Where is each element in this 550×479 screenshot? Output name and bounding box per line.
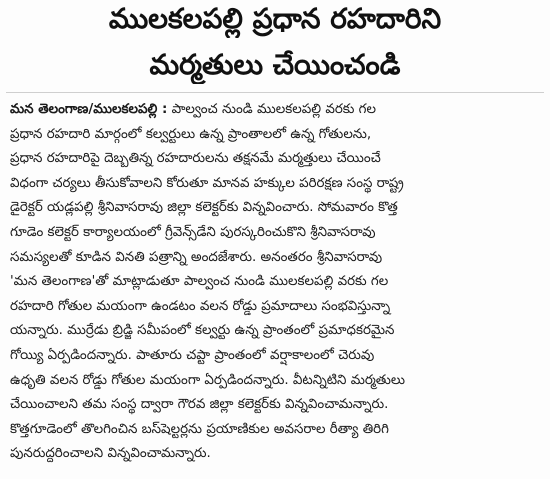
article-line-12: ఉధృతి వలన రోడ్డు గోతుల మయంగా ఏర్పడిందన్నారు. వీటన్నిటిని మర్మతులు: [10, 372, 405, 388]
article-line-8: 'మన తెలంగాణ'తో మాట్లాడుతూ పాల్వంచ నుండి ములకలపల్లి వరకు గల: [10, 274, 389, 290]
article-line-9: రహదారి గోతుల మయంగా ఉండటం వలన రోడ్డు ప్రమాదాలు సంభవిస్తున్నా: [10, 298, 391, 314]
article-line-4: విధంగా చర్యలు తీసుకోవాలని కోరుతూ మానవ హక్కుల పరిరక్షణ సంస్థ రాష్ట్ర: [10, 175, 404, 191]
article-line-1: [10, 98, 542, 123]
article-body: [10, 98, 542, 467]
headline-divider: [6, 92, 544, 93]
headline-line-1: ములకలపల్లి ప్రధాన రహదారిని: [108, 2, 442, 35]
article-line-7: సమస్యలతో కూడిన వినతి పత్రాన్ని అందజేశారు. అనంతరం శ్రీనివాసరావు: [10, 249, 383, 265]
article-line-11: గోయ్యి ఏర్పడిందన్నారు. పాతూరు చప్టా ప్రాంతంలో వర్షాకాలంలో చెరువు: [10, 347, 375, 363]
article-line-15: పునరుద్దరించాలని విన్నవించామన్నారు.: [10, 446, 211, 462]
dateline: మన తెలంగాణ/ములకలపల్లి :: [10, 102, 168, 117]
headline-line-2: మర్మతులు చేయించండి: [149, 48, 401, 81]
article-line-13: చేయించాలని తమ సంస్థ ద్వారా గౌరవ జిల్లా కలెక్టర్‌కు విన్నవించామన్నారు.: [10, 397, 389, 413]
article-line-5: డైరెక్టర్ యడ్లపల్లి శ్రీనివాసరావు జిల్లా కలెక్టర్‌కు విన్నవించారు. సోమవారం కొత్త: [10, 200, 398, 216]
article-line-6: గూడెం కలెక్టర్ కార్యాలయంలో గ్రీవెన్స్‌డేని పురస్కరించుకొని శ్రీనివాసరావు: [10, 224, 376, 240]
article-line-1-text: పాల్వంచ నుండి ములకలపల్లి వరకు గల: [167, 102, 376, 117]
article-line-14: కొత్తగూడెంలో తొలగించిన బస్‌షెల్టర్లను ప్రయాణికుల అవసరాల రీత్యా తిరిగి: [10, 421, 389, 437]
article-line-10: యన్నారు. ముర్రేడు బ్రిడ్జి సమీపంలో కల్వర్టు ఉన్న ప్రాంతంలో ప్రమాధకరమైన: [10, 323, 395, 339]
article-line-3: ప్రధాన రహదారిపై దెబ్బతిన్న రహదారులను తక్షనమే మర్మత్తులు చేయించే: [10, 151, 381, 167]
article-line-2: ప్రధాన రహదారి మార్గంలో కల్వర్టులు ఉన్న ప్రాంతాలలో ఉన్న గోతులను,: [10, 126, 372, 142]
